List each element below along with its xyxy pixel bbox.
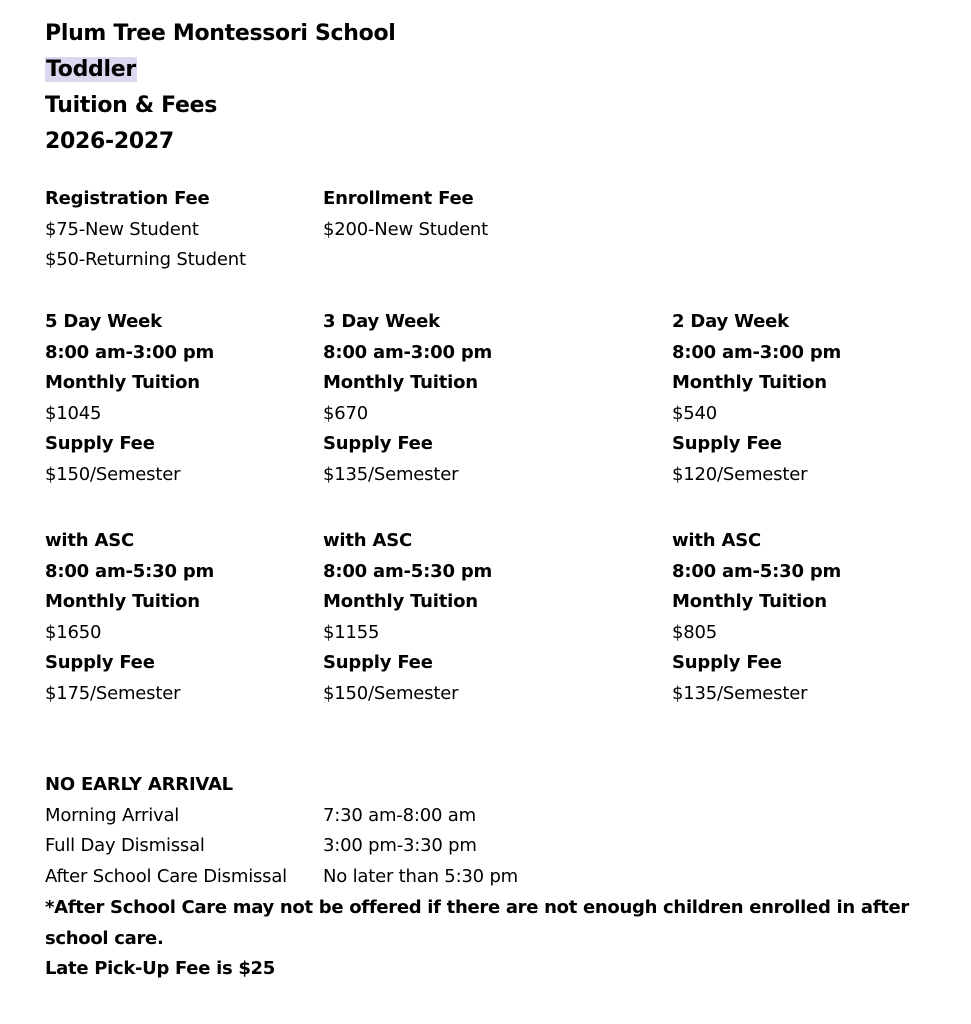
supply-fee-label: Supply Fee — [45, 433, 155, 454]
supply-fee-amount: $120/Semester — [672, 463, 808, 485]
tuition-label: Monthly Tuition — [45, 372, 200, 393]
supply-fee-amount: $175/Semester — [45, 682, 181, 704]
plan-name: with ASC — [45, 530, 134, 551]
row-value: No later than 5:30 pm — [323, 866, 519, 887]
registration-fee-block — [45, 184, 246, 276]
plan-name: 5 Day Week — [45, 311, 162, 332]
row-value: 3:00 pm-3:30 pm — [323, 835, 477, 856]
tuition-amount: $670 — [323, 402, 369, 424]
plan-3-day — [323, 307, 492, 490]
plan-2-day-asc — [672, 526, 841, 709]
enrollment-fee-title: Enrollment Fee — [323, 188, 474, 209]
supply-fee-amount: $135/Semester — [672, 682, 808, 704]
supply-fee-amount: $150/Semester — [45, 463, 181, 485]
tuition-label: Monthly Tuition — [45, 591, 200, 612]
plan-hours: 8:00 am-5:30 pm — [672, 560, 842, 582]
row-label: After School Care Dismissal — [45, 866, 287, 887]
document-header — [45, 16, 945, 160]
supply-fee-label: Supply Fee — [45, 652, 155, 673]
tuition-amount: $1155 — [323, 621, 380, 643]
plan-2-day — [672, 307, 841, 490]
plan-name: 3 Day Week — [323, 311, 440, 332]
tuition-label: Monthly Tuition — [323, 591, 478, 612]
tuition-label: Monthly Tuition — [672, 372, 827, 393]
plan-name: 2 Day Week — [672, 311, 789, 332]
supply-fee-label: Supply Fee — [323, 433, 433, 454]
tuition-amount: $1650 — [45, 621, 102, 643]
morning-arrival-row — [45, 801, 476, 832]
late-pickup-fee: Late Pick-Up Fee is $25 — [45, 958, 276, 979]
tuition-amount: $1045 — [45, 402, 102, 424]
after-school-dismissal-row — [45, 862, 519, 893]
no-early-arrival-heading: NO EARLY ARRIVAL — [45, 774, 233, 795]
registration-fee-returning: $50-Returning Student — [45, 249, 246, 270]
supply-fee-label: Supply Fee — [672, 433, 782, 454]
plan-3-day-asc — [323, 526, 492, 709]
plan-hours: 8:00 am-5:30 pm — [323, 560, 493, 582]
program-name-highlight: Toddler — [46, 57, 136, 82]
row-label: Full Day Dismissal — [45, 835, 205, 856]
tuition-document — [45, 16, 945, 979]
tuition-amount: $540 — [672, 402, 718, 424]
row-value: 7:30 am-8:00 am — [323, 805, 476, 826]
program-name-line — [45, 52, 945, 88]
tuition-label: Monthly Tuition — [323, 372, 478, 393]
registration-fee-new: $75-New Student — [45, 218, 199, 240]
registration-fee-title: Registration Fee — [45, 188, 210, 209]
school-name: Plum Tree Montessori School — [45, 21, 396, 46]
plan-name: with ASC — [323, 530, 412, 551]
plan-hours: 8:00 am-3:00 pm — [45, 341, 215, 363]
school-year: 2026-2027 — [45, 129, 174, 154]
document-subtitle: Tuition & Fees — [45, 93, 218, 118]
plan-5-day-asc — [45, 526, 214, 709]
supply-fee-amount: $150/Semester — [323, 682, 459, 704]
plan-hours: 8:00 am-3:00 pm — [672, 341, 842, 363]
enrollment-fee-block — [323, 184, 488, 245]
supply-fee-amount: $135/Semester — [323, 463, 459, 485]
plan-5-day — [45, 307, 214, 490]
full-day-dismissal-row — [45, 831, 477, 862]
plan-hours: 8:00 am-3:00 pm — [323, 341, 493, 363]
plan-name: with ASC — [672, 530, 761, 551]
tuition-amount: $805 — [672, 621, 718, 643]
row-label: Morning Arrival — [45, 805, 180, 826]
enrollment-fee-new: $200-New Student — [323, 218, 488, 240]
after-school-care-note: *After School Care may not be offered if there are not enough children enrolled in after school care. — [45, 897, 910, 949]
supply-fee-label: Supply Fee — [323, 652, 433, 673]
supply-fee-label: Supply Fee — [672, 652, 782, 673]
plan-hours: 8:00 am-5:30 pm — [45, 560, 215, 582]
tuition-label: Monthly Tuition — [672, 591, 827, 612]
